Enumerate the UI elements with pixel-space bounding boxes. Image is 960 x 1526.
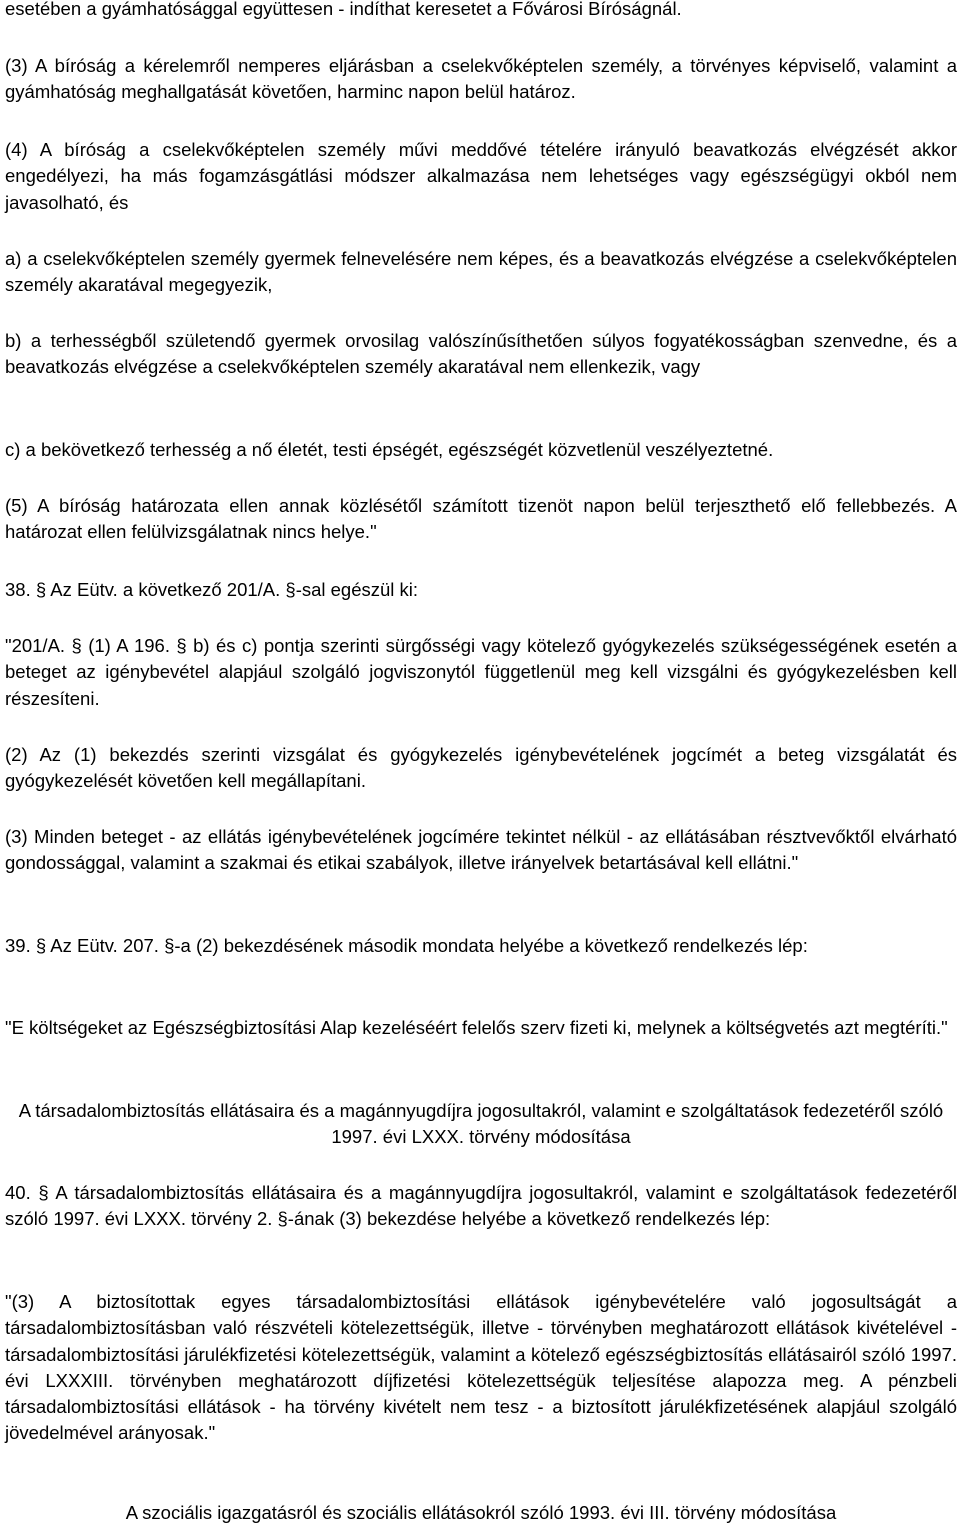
point-a: a) a cselekvőképtelen személy gyermek felnevelésére nem képes, és a beavatkozás elvégzése a cselekvőképtelen személy akaratával megegyezik, [5,248,957,296]
section-39: 39. § Az Eütv. 207. §-a (2) bekezdésének második mondata helyébe a következő rendelkezés lép: [5,935,808,956]
section-201a-2: (2) Az (1) bekezdés szerinti vizsgálat és gyógykezelés igénybevételének jogcímét a beteg vizsgálatát és gyógykezelését követően kell megállapítani. [5,744,957,792]
quoted-provision: "E költségeket az Egészségbiztosítási Alap kezeléséért felelős szerv fizeti ki, melynek a költségvetés azt megtéríti." [5,1017,948,1038]
section-201a-3: (3) Minden beteget - az ellátás igénybevételének jogcímére tekintet nélkül - az ellátásában résztvevőktől elvárható gondossággal, valamint a szakmai és etikai szabályok, illetve irányelvek betartásával kell ellátni." [5,826,957,874]
section-40: 40. § A társadalombiztosítás ellátásaira és a magánnyugdíjra jogosultakról, valamint e szolgáltatások fedezetéről szóló 1997. évi LXXX. törvény 2. §-ának (3) bekezdése helyébe a következő rendelkezés lép: [5,1182,957,1230]
point-b: b) a terhességből születendő gyermek orvosilag valószínűsíthetően súlyos fogyatékosságban szenvedne, és a beavatkozás elvégzése a cselekvőképtelen személy akaratával nem ellenkezik, vagy [5,330,957,378]
paragraph-4: (4) A bíróság a cselekvőképtelen személy művi meddővé tételére irányuló beavatkozás elvégzését akkor engedélyezi, ha más fogamzásgátlási módszer alkalmazása nem lehetséges vagy egészségügyi okból nem javasolható, és [5,139,957,213]
section-201a-1: "201/A. § (1) A 196. § b) és c) pontja szerinti sürgősségi vagy kötelező gyógykezelés szükségességének esetén a beteget az igénybevétel alapjául szolgáló jogviszonytól függetlenül meg kell vizsgálni és gyógykezelésben kell részesíteni. [5,635,957,709]
quoted-provision-3: "(3) A biztosítottak egyes társadalombiztosítási ellátások igénybevételére való jogosultságát a társadalombiztosításban való részvételi kötelezettségük, illetve - törvényben meghatározott ellátások kivételével - társadalombiztosítási járulékfizetési kötelezettségük, valamint a kötelező egészségbiztosítás ellátásairól szóló 1997. évi LXXXIII. törvényben meghatározott díjfizetési kötelezettségük teljesítése alapozza meg. A pénzbeli társadalombiztosítási ellátások - ha törvény kivételt nem tesz - a biztosított járulékfizetésének alapjául szolgáló jövedelmével arányosak." [5,1291,957,1444]
paragraph-continuation: esetében a gyámhatósággal együttesen - indíthat keresetet a Fővárosi Bíróságnál. [5,0,682,19]
section-38: 38. § Az Eütv. a következő 201/A. §-sal egészül ki: [5,579,419,600]
heading-1993-iii: A szociális igazgatásról és szociális ellátásokról szóló 1993. évi III. törvény módosítása [125,1502,837,1523]
paragraph-3: (3) A bíróság a kérelemről nemperes eljárásban a cselekvőképtelen személy, a törvényes képviselő, valamint a gyámhatóság meghallgatását követően, harminc napon belül határoz. [5,55,957,103]
paragraph-5: (5) A bíróság határozata ellen annak közlésétől számított tizenöt napon belül terjeszthető elő fellebbezés. A határozat ellen felülvizsgálatnak nincs helye." [5,495,957,543]
heading-1997-lxxx: A társadalombiztosítás ellátásaira és a magánnyugdíjra jogosultakról, valamint e szolgáltatások fedezetéről szóló 1997. évi LXXX. törvény módosítása [18,1100,944,1148]
point-c: c) a bekövetkező terhesség a nő életét, testi épségét, egészségét közvetlenül veszélyeztetné. [5,439,774,460]
